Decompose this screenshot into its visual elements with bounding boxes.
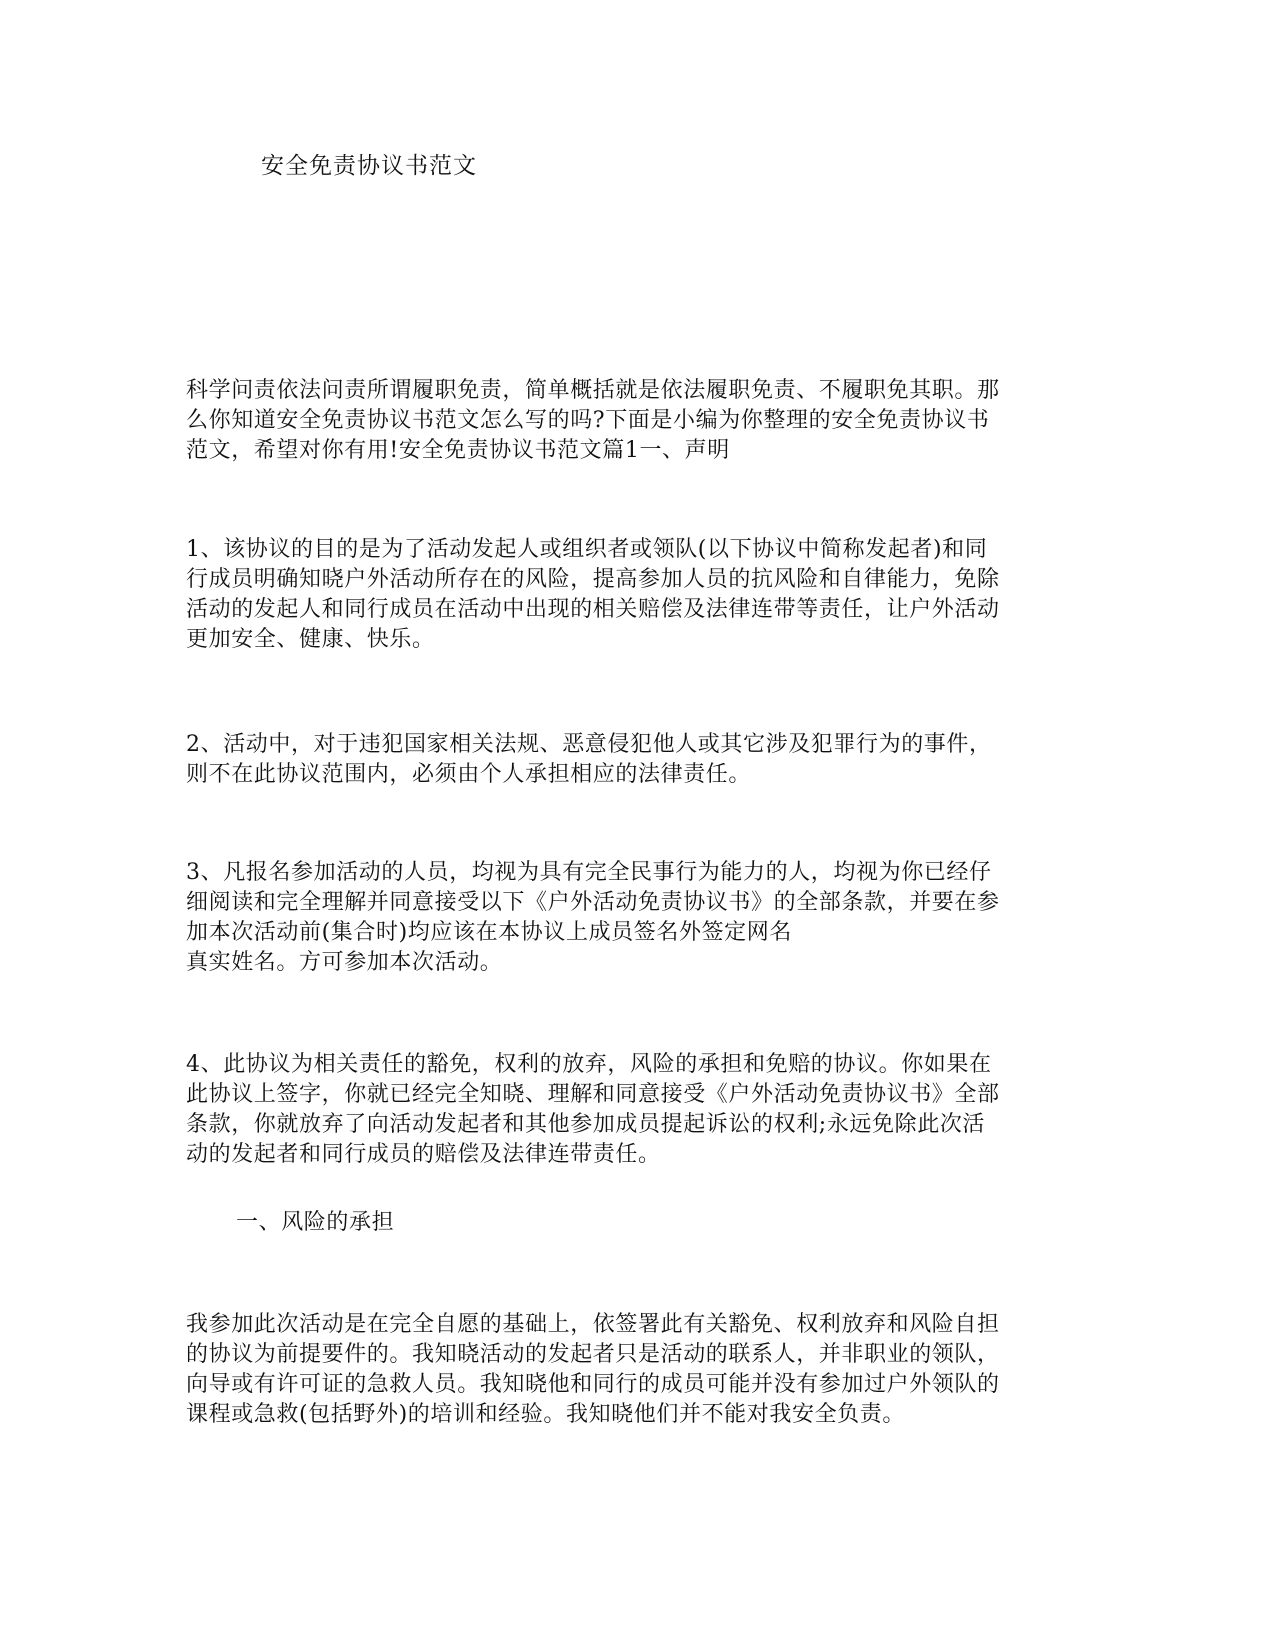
clause-3-line: 加本次活动前(集合时)均应该在本协议上成员签名外签定网名	[186, 920, 792, 945]
clause-1-line: 行成员明确知晓户外活动所存在的风险，提高参加人员的抗风险和自律能力，免除	[186, 567, 1000, 592]
clause-4-paragraph	[186, 1050, 1086, 1170]
intro-line: 范文，希望对你有用!安全免责协议书范文篇1一、声明	[186, 438, 730, 463]
clause-3-line: 3、凡报名参加活动的人员，均视为具有完全民事行为能力的人，均视为你已经仔	[186, 860, 992, 885]
clause-1-line: 活动的发起人和同行成员在活动中出现的相关赔偿及法律连带等责任，让户外活动	[186, 597, 1000, 622]
clause-2-paragraph	[186, 730, 1086, 790]
intro-line: 么你知道安全免责协议书范文怎么写的吗?下面是小编为你整理的安全免责协议书	[186, 408, 990, 433]
clause-1-paragraph	[186, 535, 1086, 655]
clause-4-line: 条款，你就放弃了向活动发起者和其他参加成员提起诉讼的权利;永远免除此次活	[186, 1112, 986, 1137]
clause-4-line: 此协议上签字，你就已经完全知晓、理解和同意接受《户外活动免责协议书》全部	[186, 1082, 1000, 1107]
clause-2-line: 则不在此协议范围内，必须由个人承担相应的法律责任。	[186, 762, 752, 787]
clause-4-line: 动的发起者和同行成员的赔偿及法律连带责任。	[186, 1142, 661, 1167]
section-heading-risk: 一、风险的承担	[236, 1210, 395, 1235]
clause-3-paragraph	[186, 858, 1086, 978]
risk-paragraph	[186, 1310, 1086, 1430]
clause-1-line: 更加安全、健康、快乐。	[186, 627, 435, 652]
risk-line: 课程或急救(包括野外)的培训和经验。我知晓他们并不能对我安全负责。	[186, 1402, 905, 1427]
risk-line: 我参加此次活动是在完全自愿的基础上，依签署此有关豁免、权利放弃和风险自担	[186, 1312, 1000, 1337]
clause-2-line: 2、活动中，对于违犯国家相关法规、恶意侵犯他人或其它涉及犯罪行为的事件，	[186, 732, 992, 757]
clause-3-line: 真实姓名。方可参加本次活动。	[186, 950, 503, 975]
clause-3-line: 细阅读和完全理解并同意接受以下《户外活动免责协议书》的全部条款，并要在参	[186, 890, 1000, 915]
risk-line: 向导或有许可证的急救人员。我知晓他和同行的成员可能并没有参加过户外领队的	[186, 1372, 1000, 1397]
clause-4-line: 4、此协议为相关责任的豁免，权利的放弃，风险的承担和免赔的协议。你如果在	[186, 1052, 992, 1077]
clause-1-line: 1、该协议的目的是为了活动发起人或组织者或领队(以下协议中简称发起者)和同	[186, 537, 988, 562]
intro-paragraph	[186, 376, 1086, 466]
document-title: 安全免责协议书范文	[261, 153, 477, 179]
risk-line: 的协议为前提要件的。我知晓活动的发起者只是活动的联系人，并非职业的领队，	[186, 1342, 1000, 1367]
intro-line: 科学问责依法问责所谓履职免责，简单概括就是依法履职免责、不履职免其职。那	[186, 378, 1000, 403]
